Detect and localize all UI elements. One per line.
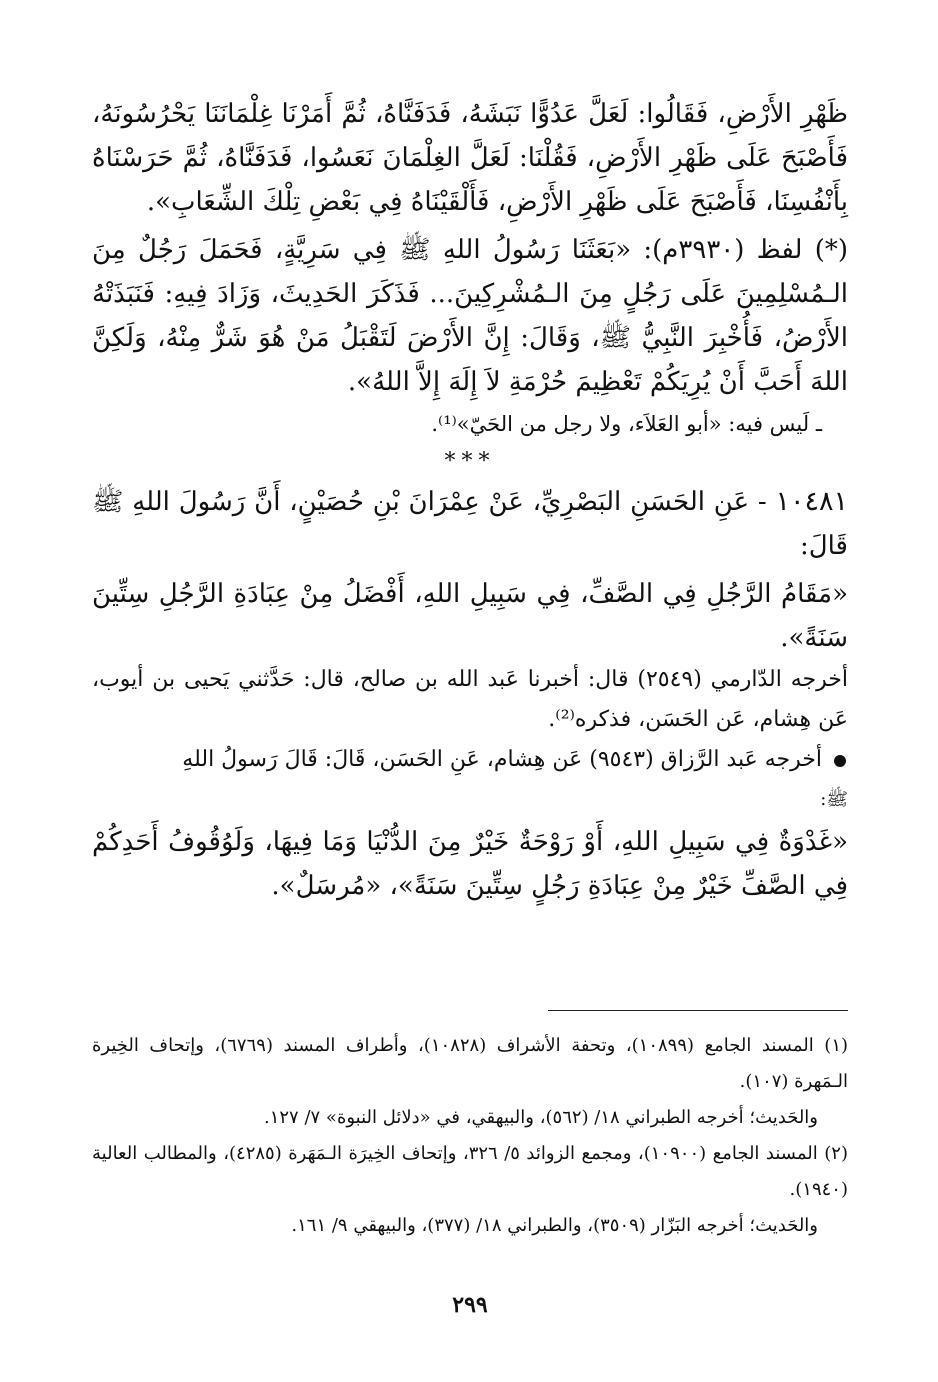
hadith-number: ١٠٤٨١ bbox=[775, 486, 849, 517]
footnote-divider bbox=[548, 1010, 848, 1011]
footnote-2: (٢) المسند الجامع (١٠٩٠٠)، ومجمع الزوائد ٥/ ٣٢٦، وإتحاف الخِيرَة الـمَهَرة (٤٢٨٥)، والمطالب العالية (١٩٤٠). bbox=[92, 1143, 848, 1200]
takhrij-abdulrazzaq-row bbox=[92, 740, 848, 780]
hadith-10481 bbox=[92, 480, 848, 568]
paragraph-story-ending: ظَهْرِ الأَرْضِ، فَقَالُوا: لَعَلَّ عَدُوًّا نَبَشَهُ، فَدَفَنَّاهُ، ثُمَّ أَمَرْنَا غِلْمَانَنَا يَحْرُسُونَهُ، فَأَصْبَحَ عَلَى ظَهْرِ الأَرْضِ، فَقُلْنَا: لَعَلَّ الغِلْمَانَ نَعَسُوا، فَدَفَنَّاهُ، ثُمَّ حَرَسْنَاهُ بِأَنْفُسِنَا، فَأَصْبَحَ عَلَى ظَهْرِ الأَرْضِ، فَأَلْقَيْنَاهُ فِي بَعْضِ تِلْكَ الشِّعَابِ». bbox=[92, 99, 848, 217]
takhrij-abdulrazzaq: أخرجه عَبد الرَّزاق (٩٥٤٣) عَن هِشام، عَنِ الحَسَن، قَالَ: قَالَ رَسولُ اللهِ bbox=[182, 747, 822, 772]
footnotes bbox=[92, 1028, 848, 1244]
footnote-1: (١) المسند الجامع (١٠٨٩٩)، وتحفة الأشراف (١٠٨٢٨)، وأطراف المسند (٦٧٦٩)، وإتحاف الخِيرة الـمَهرة (١٠٧). bbox=[92, 1035, 849, 1092]
takhrij-darimi: أخرجه الدّارمي (٢٥٤٩) قال: أخبرنا عَبد الله بن صالح، قال: حَدَّثني يَحيى بن أيوب، عَن هِشام، عَن الحَسَن، فذكره⁽²⁾. bbox=[92, 667, 848, 732]
honorific-glyph: ﷺ: bbox=[820, 789, 848, 810]
hadith-matn-mursal: «غَدْوَةٌ فِي سَبِيلِ اللهِ، أَوْ رَوْحَةٌ خَيْرٌ مِنَ الدُّنْيَا وَمَا فِيهَا، وَلَوُقُوفُ أَحَدِكُمْ فِي الصَّفِّ خَيْرٌ مِنْ عِبَادَةِ رَجُلٍ سِتِّينَ سَنَةً»، «مُرسَلٌ». bbox=[92, 827, 848, 901]
omission-note: ـ لَيس فيه: «أبو العَلاَء، ولا رجل من الحَيّ»⁽¹⁾. bbox=[431, 412, 822, 436]
bullet-icon bbox=[834, 755, 846, 767]
hadith-chain-intro: عَنِ الحَسَنِ البَصْرِيِّ، عَنْ عِمْرَانَ بْنِ حُصَيْنٍ، أَنَّ رَسُولَ اللهِ ﷺ قَالَ: bbox=[92, 487, 848, 561]
page-body bbox=[92, 92, 848, 1322]
page-number: ٢٩٩ bbox=[452, 1292, 488, 1318]
hadith-number-dash: - bbox=[757, 487, 767, 517]
paragraph-variant-wording: (*) لفظ (٣٩٣٠م): «بَعَثَنَا رَسُولُ اللهِ ﷺ فِي سَرِيَّةٍ، فَحَمَلَ رَجُلٌ مِنَ الـمُسْلِمِينَ عَلَى رَجُلٍ مِنَ الـمُشْرِكِينَ... فَذَكَرَ الحَدِيثَ، وَزَادَ فِيهِ: فَنَبَذَتْهُ الأَرْضُ، فَأُخْبِرَ النَّبِيُّ ﷺ، وَقَالَ: إِنَّ الأَرْضَ لَتَقْبَلُ مَنْ هُوَ شَرٌّ مِنْهُ، وَلَكِنَّ اللهَ أَحَبَّ أَنْ يُرِيَكُمْ تَعْظِيمَ حُرْمَةِ لاَ إِلَهَ إِلاَّ اللهُ». bbox=[92, 235, 849, 397]
footnote-1-extra: والحَديث؛ أخرجه الطبراني ١٨/ (٥٦٢)، والبيهقي، في «دلائل النبوة» ٧/ ١٢٧. bbox=[263, 1107, 818, 1128]
hadith-matn: «مَقَامُ الرَّجُلِ فِي الصَّفِّ، فِي سَبِيلِ اللهِ، أَفْضَلُ مِنْ عِبَادَةِ الرَّجُلِ سِتِّينَ سَنَةً». bbox=[92, 579, 848, 653]
section-separator-stars: *** bbox=[444, 449, 496, 474]
footnote-2-extra: والحَديث؛ أخرجه البَزّار (٣٥٠٩)، والطبراني ١٨/ (٣٧٧)، والبيهقي ٩/ ١٦١. bbox=[291, 1215, 818, 1236]
